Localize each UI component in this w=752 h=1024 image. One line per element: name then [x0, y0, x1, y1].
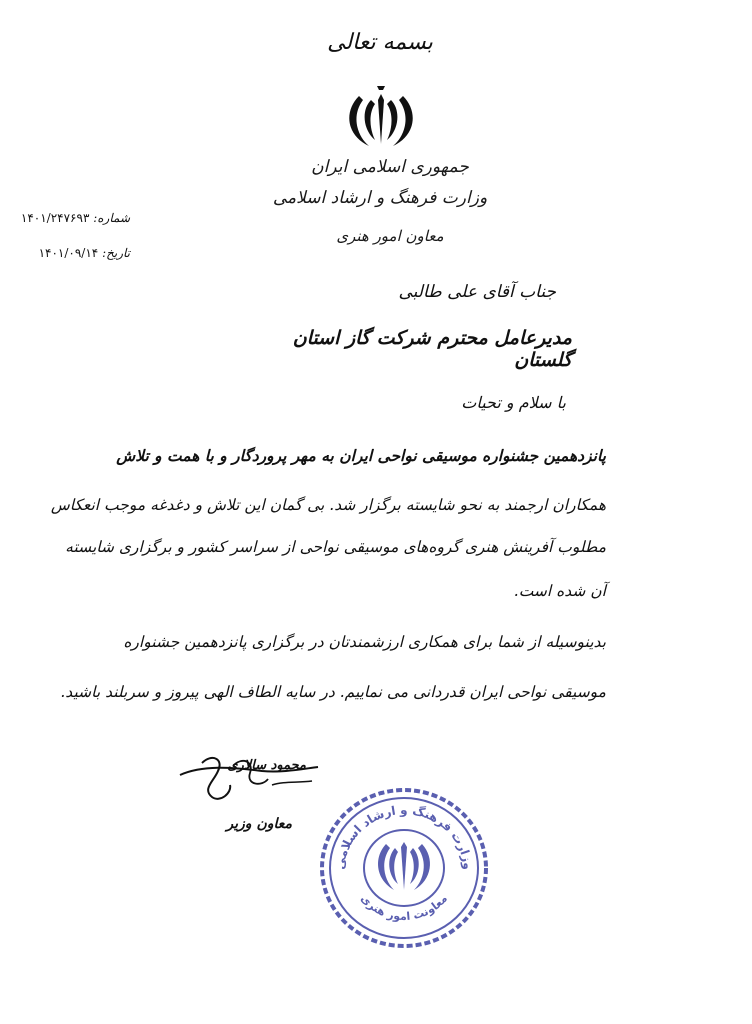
iran-emblem-icon [337, 86, 425, 152]
body-line-1: پانزدهمین جشنواره موسیقی نواحی ایران به مهر پروردگار و با همت و تلاش [116, 446, 606, 465]
svg-text:معاونت امور هنری [358, 892, 450, 923]
recipient-title: مدیرعامل محترم شرکت گاز استان گلستان [292, 327, 572, 371]
body-line-5: بدینوسیله از شما برای همکاری ارزشمندتان در برگزاری پانزدهمین جشنواره [123, 633, 606, 651]
greeting: با سلام و تحیات [461, 393, 566, 412]
gov-line-ministry: وزارت فرهنگ و ارشاد اسلامی [272, 188, 488, 208]
signatory-name: محمود سالاری [227, 758, 306, 773]
bismillah-heading: بسمه تعالی [327, 30, 433, 55]
letter-number-label: شماره: [93, 211, 130, 225]
body-line-3: مطلوب آفرینش هنری گروه‌های موسیقی نواحی از سراسر کشور و برگزاری شایسته [65, 538, 606, 556]
recipient-name: جناب آقای علی طالبی [398, 282, 556, 302]
official-seal-stamp [318, 786, 490, 950]
body-line-2: همکاران ارجمند به نحو شایسته برگزار شد. بی گمان این تلاش و دغدغه موجب انعکاس [50, 496, 606, 514]
seal-inner-text: معاونت امور هنری [358, 892, 450, 924]
body-line-6: موسیقی نواحی ایران قدردانی می نماییم. در سایه الطاف الهی پیروز و سربلند باشید. [60, 683, 606, 701]
seal-outer-text: وزارت فرهنگ و ارشاد اسلامی [332, 802, 476, 871]
letter-number [10, 211, 130, 225]
body-line-4: آن شده است. [513, 582, 606, 600]
letter-date [10, 246, 130, 260]
letter-number-value: ۱۴۰۱/۲۴۷۶۹۳ [20, 211, 90, 225]
gov-line-deputy: معاون امور هنری [336, 227, 444, 245]
gov-line-republic: جمهوری اسلامی ایران [311, 157, 469, 177]
letter-date-value: ۱۴۰۱/۰۹/۱۴ [38, 246, 99, 260]
signatory-title: معاون وزیر [226, 816, 292, 832]
letter-date-label: تاریخ: [102, 246, 130, 260]
handwritten-signature [172, 745, 322, 815]
